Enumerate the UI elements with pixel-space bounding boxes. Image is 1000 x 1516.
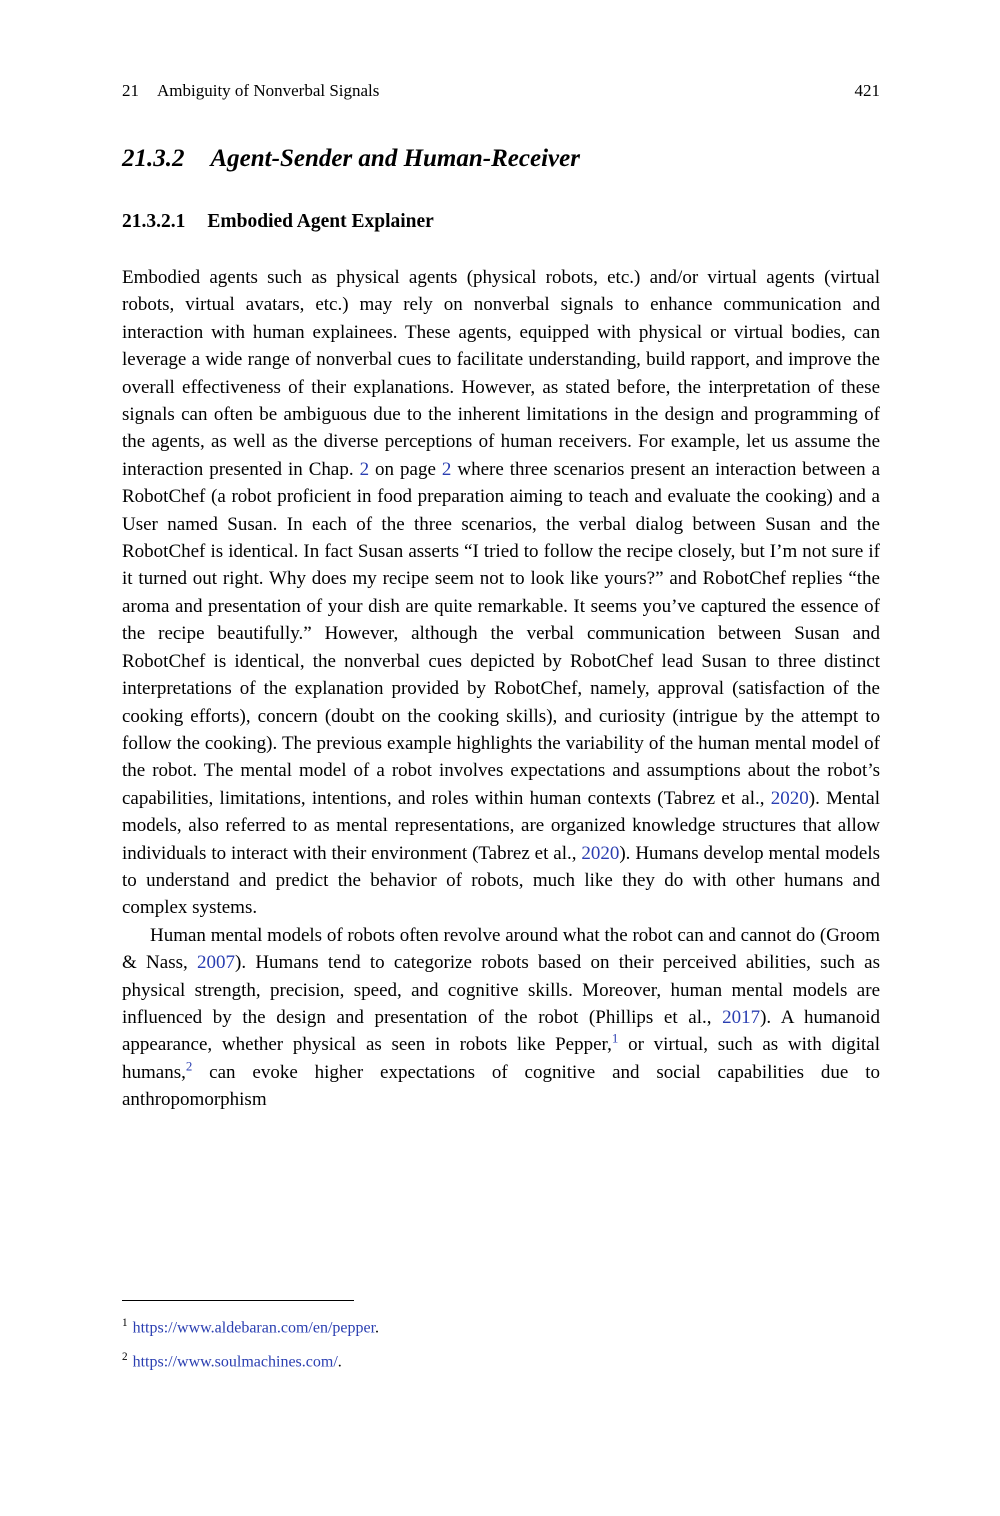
footnote-url-link[interactable]: https://www.aldebaran.com/en/pepper: [132, 1319, 376, 1337]
section-number: 21.3.2: [122, 145, 185, 172]
citation-link[interactable]: 2017: [722, 1006, 761, 1028]
citation-link[interactable]: 2020: [581, 842, 620, 864]
text-segment: ). Humans develop mental models to understand and predict the behavior of robots, much like they do with other humans and complex systems.: [122, 842, 881, 919]
footnote-item: [122, 1313, 880, 1338]
text-segment: can evoke higher expectations of cognitive and social capabilities due to anthropomorphism: [122, 1061, 880, 1111]
chapter-number: 21: [122, 81, 139, 100]
footnote-ref-link[interactable]: 1: [611, 1031, 619, 1047]
citation-link[interactable]: 2: [359, 458, 370, 480]
citation-link[interactable]: 2: [441, 458, 452, 480]
subsection-title: Embodied Agent Explainer: [207, 211, 434, 232]
footnote-url-link[interactable]: https://www.soulmachines.com/: [132, 1353, 338, 1371]
subsection-heading: [122, 210, 880, 234]
footnote-item: [122, 1347, 880, 1372]
running-header-left: [122, 80, 379, 102]
body-text: [122, 264, 880, 1114]
text-segment: ). Humans tend to categorize robots based on their perceived abilities, such as physical strength, precision, speed, and cognitive skills. Moreover, human mental models are influenced by the design and presentation of the robot (Phillips et al.,: [122, 952, 881, 1028]
text-segment: Embodied agents such as physical agents (physical robots, etc.) and/or virtual agents (virtual robots, virtual avatars, etc.) may rely on nonverbal signals to enhance communication and interaction with human explainees. These agents, equipped with physical or virtual bodies, can leverage a wide range of nonverbal cues to facilitate understanding, build rapport, and improve the overall effectiveness of their explanations. However, as stated before, the interpretation of these signals can often be ambiguous due to the inherent limitations in the design and programming of the agents, as well as the diverse perceptions of human receivers. For example, let us assume the interaction presented in Chap.: [122, 267, 880, 480]
footnote-marker: 2: [122, 1351, 128, 1364]
footnotes-section: [122, 1300, 880, 1382]
text-segment: ). A humanoid appearance, whether physical as seen in robots like Pepper,: [122, 1006, 880, 1056]
text-segment: Human mental models of robots often revolve around what the robot can and cannot do (Groom & Nass,: [122, 924, 880, 974]
running-title: Ambiguity of Nonverbal Signals: [157, 81, 380, 100]
text-segment: where three scenarios present an interaction between a RobotChef (a robot proficient in food preparation aiming to teach and evaluate the cooking) and a User named Susan. In each of the three scenarios, the verbal dialog between Susan and the RobotChef is identical. In fact Susan asserts “I tried to follow the recipe closely, but I’m not sure if it turned out right. Why does my recipe seem not to look like yours?” and RobotChef replies “the aroma and presentation of your dish are quite remarkable. It seems you’ve captured the essence of the recipe beautifully.” However, although the verbal communication between Susan and RobotChef is identical, the nonverbal cues depicted by RobotChef lead Susan to three distinct interpretations of the explanation provided by RobotChef, namely, approval (satisfaction of the cooking efforts), concern (doubt on the cooking skills), and curiosity (intrigue by the attempt to follow the cooking). The previous example highlights the variability of the human mental model of the robot. The mental model of a robot involves expectations and assumptions about the robot’s capabilities, limitations, intentions, and roles within human contexts (Tabrez et al.,: [122, 458, 881, 809]
text-segment: ). Mental models, also referred to as mental representations, are organized knowledge structures that allow individuals to interact with their environment (Tabrez et al.,: [122, 787, 880, 864]
body-paragraph: [122, 264, 880, 922]
body-paragraph: [122, 922, 880, 1114]
text-segment: on page: [369, 458, 442, 480]
footnote-suffix: .: [375, 1319, 380, 1337]
citation-link[interactable]: 2007: [197, 952, 235, 974]
text-segment: or virtual, such as with digital humans,: [122, 1034, 881, 1083]
footnote-ref-link[interactable]: 2: [185, 1058, 193, 1074]
section-title: Agent-Sender and Human-Receiver: [210, 145, 580, 172]
page-content: [122, 80, 880, 1114]
subsection-number: 21.3.2.1: [122, 211, 186, 232]
section-heading: [122, 144, 880, 174]
citation-link[interactable]: 2020: [770, 787, 809, 809]
page-number: 421: [854, 81, 880, 100]
footnote-marker: 1: [122, 1317, 128, 1329]
footnote-suffix: .: [337, 1353, 342, 1371]
footnote-rule: [122, 1300, 354, 1301]
page-header: [122, 80, 880, 102]
